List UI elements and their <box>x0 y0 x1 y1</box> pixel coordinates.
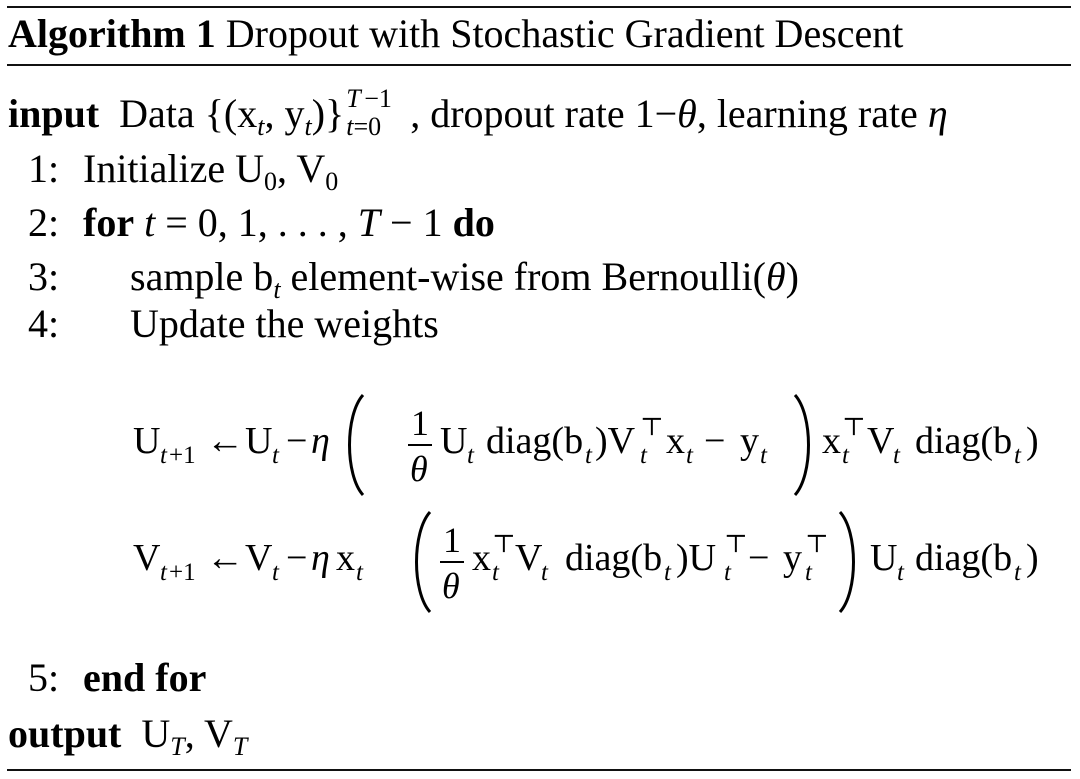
input-line: input Data {($x_t$, $y_t$)} T −1 t=0 , dropout rate 1−θ, learning rate η <box>8 84 948 141</box>
svg-text:)U: )U <box>676 537 717 579</box>
svg-text:t: t <box>160 442 167 469</box>
svg-text:η: η <box>311 420 330 462</box>
svg-text:t: t <box>664 559 671 586</box>
svg-text:+1: +1 <box>169 559 196 586</box>
svg-text:⊤: ⊤ <box>842 414 866 441</box>
title-rule <box>7 64 1071 66</box>
svg-text:diag(b: diag(b <box>915 537 1013 579</box>
step-number-4: 4: <box>28 301 60 346</box>
svg-text:θ: θ <box>410 449 428 489</box>
svg-text:t: t <box>272 442 279 469</box>
svg-text:V: V <box>867 420 895 462</box>
svg-text:⊤: ⊤ <box>805 531 829 558</box>
svg-text:⊤: ⊤ <box>492 531 516 558</box>
algorithm-label: Algorithm 1 <box>8 11 216 56</box>
svg-text:−: − <box>748 537 770 579</box>
svg-text:U: U <box>133 420 161 462</box>
svg-text:t: t <box>1014 559 1021 586</box>
algorithm-name: Dropout with Stochastic Gradient Descent <box>225 11 904 56</box>
u-update-equation <box>0 385 1080 500</box>
svg-text:V: V <box>133 537 161 579</box>
bottom-rule <box>7 769 1071 771</box>
svg-text:1: 1 <box>411 403 429 443</box>
svg-text:t: t <box>893 442 900 469</box>
svg-text:): ) <box>1026 420 1039 462</box>
step-number-2: 2: <box>28 200 60 245</box>
svg-text:t: t <box>492 559 499 586</box>
svg-text:t: t <box>724 559 731 586</box>
step-1-text: Initialize $U_0$, $V_0$ <box>83 146 339 196</box>
step-number-1: 1: <box>28 146 60 191</box>
svg-text:+1: +1 <box>169 442 196 469</box>
svg-text:t: t <box>467 442 474 469</box>
svg-text:−: − <box>286 420 308 462</box>
step-4-text: Update the weights <box>130 301 439 346</box>
svg-text:←: ← <box>206 420 244 462</box>
svg-text:V: V <box>515 537 543 579</box>
step-number-5: 5: <box>28 655 60 700</box>
svg-text:t: t <box>640 442 647 469</box>
svg-text:)V: )V <box>595 420 636 462</box>
output-line: output $U_T$, $V_T$ <box>8 711 248 761</box>
svg-text:t: t <box>160 559 167 586</box>
step-3-text: sample $b_t$ element-wise from Bernoulli(θ) <box>130 254 799 304</box>
svg-text:y: y <box>783 537 802 579</box>
for-keyword: for <box>83 200 135 245</box>
svg-text:diag(b: diag(b <box>565 537 663 579</box>
svg-text:θ: θ <box>442 566 460 606</box>
svg-text:U: U <box>870 537 898 579</box>
svg-text:x: x <box>336 537 355 579</box>
svg-text:1: 1 <box>443 520 461 560</box>
svg-text:U: U <box>245 420 273 462</box>
svg-text:V: V <box>245 537 273 579</box>
input-range: T −1 t=0 <box>346 84 392 141</box>
step-5-text <box>83 656 206 700</box>
do-keyword: do <box>452 200 495 245</box>
svg-text:t: t <box>541 559 548 586</box>
v-update-equation <box>0 502 1080 617</box>
step-3-label-a: sample b <box>130 254 274 299</box>
end-for-keyword: end for <box>83 655 207 700</box>
svg-text:diag(b: diag(b <box>915 420 1013 462</box>
output-keyword: output <box>8 711 122 756</box>
svg-text:⊤: ⊤ <box>640 414 664 441</box>
svg-text:t: t <box>356 559 363 586</box>
input-data-word: Data <box>119 91 195 136</box>
svg-text:U: U <box>440 420 468 462</box>
svg-text:t: t <box>272 559 279 586</box>
svg-text:t: t <box>842 442 849 469</box>
svg-text:t: t <box>805 559 812 586</box>
svg-text:): ) <box>1026 537 1039 579</box>
svg-text:x: x <box>822 420 841 462</box>
input-lr-text: , learning rate <box>696 91 918 136</box>
top-rule <box>7 6 1071 8</box>
svg-text:η: η <box>311 537 330 579</box>
step-1-label: Initialize <box>83 146 226 191</box>
input-keyword: input <box>8 91 100 136</box>
svg-text:⊤: ⊤ <box>724 531 748 558</box>
svg-text:t: t <box>585 442 592 469</box>
step-3-label-b: element-wise from Bernoulli <box>280 254 753 299</box>
svg-text:t: t <box>760 442 767 469</box>
input-dropout-text: , dropout rate 1− <box>410 91 678 136</box>
step-2-text: for t = 0, 1, . . . , T − 1 do <box>83 200 495 245</box>
svg-text:x: x <box>666 420 685 462</box>
svg-text:diag(b: diag(b <box>486 420 584 462</box>
svg-text:t: t <box>1014 442 1021 469</box>
svg-text:−: − <box>286 537 308 579</box>
step-number-3: 3: <box>28 254 60 299</box>
svg-text:t: t <box>897 559 904 586</box>
svg-text:y: y <box>740 420 759 462</box>
svg-text:x: x <box>472 537 491 579</box>
svg-text:−: − <box>704 420 726 462</box>
algorithm-title <box>8 12 903 56</box>
svg-text:←: ← <box>206 537 244 579</box>
svg-text:t: t <box>686 442 693 469</box>
